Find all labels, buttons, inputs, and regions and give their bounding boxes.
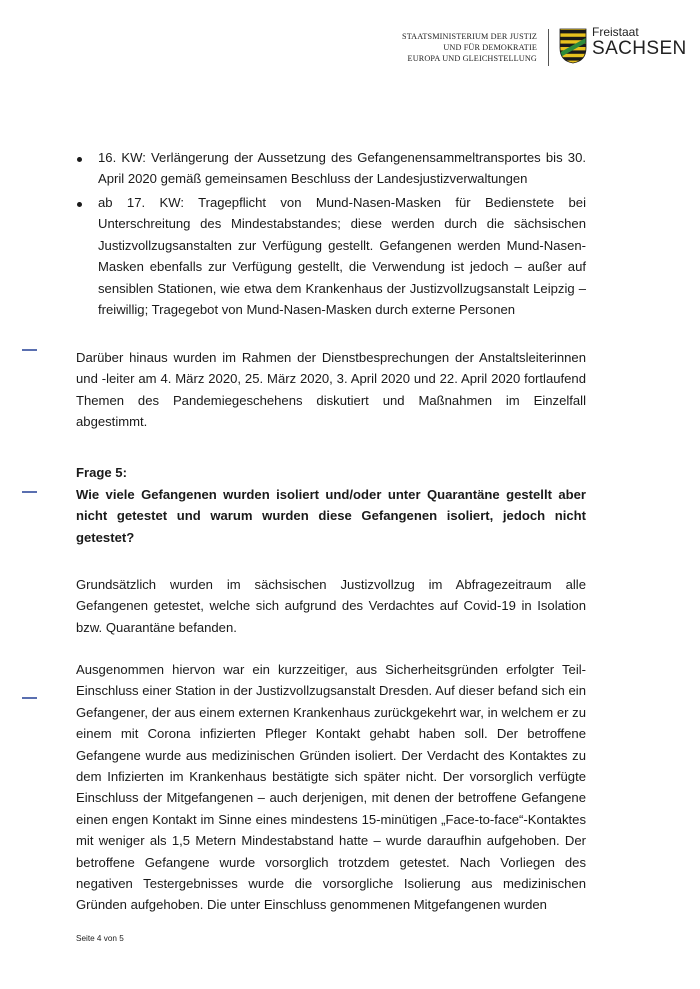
ministry-line: STAATSMINISTERIUM DER JUSTIZ [401,32,537,41]
coat-of-arms-icon [559,28,587,64]
bullet-dot [77,202,82,207]
header-divider [548,29,549,66]
ministry-line: EUROPA UND GLEICHSTELLUNG [407,54,537,64]
state-logo-text [592,26,687,59]
paragraph: Grundsätzlich wurden im sächsischen Justizvollzug im Abfragezeitraum alle Gefangenen getestet, welche sich aufgrund des Verdachtes auf Covid-19 in Isolation bzw. Quarantäne befanden. [76,577,586,635]
margin-mark [22,697,37,699]
margin-mark [22,349,37,351]
ministry-name [402,31,537,65]
page-number: Seite 4 von 5 [76,934,124,943]
margin-mark [22,491,37,493]
paragraph: Ausgenommen hiervon war ein kurzzeitiger, aus Sicherheitsgründen erfolgter Teil-Einschluss einer Station in der Justizvollzugsanstalt Dresden. Auf dieser befand sich ein Gefangener, der aus einem externen Krankenhaus zurückgekehrt war, in welchem er zu einem mit Corona infizierten Pfleger Kontakt gehabt haben soll. Der betroffene Gefangene wurde aus medizinischen Gründen isoliert. Der Verdacht des Kontaktes zu dem Infizierten im Krankenhaus bestätigte sich später nicht. Der vorsorglich verfügte Einschluss der Mitgefangenen – auch derjenigen, mit denen der betroffene Gefangene einen engen Kontakt im Sinne eines mindestens 15-minütigen „Face-to-face“-Kontaktes mit weniger als 1,5 Metern Mindestabstand hatte – wurde daraufhin aufgehoben. Der betroffene Gefangene wurde vorsorglich trotzdem getestet. Nach Vorliegen des negativen Testergebnisses wurde die vorsorgliche Isolierung aus medizinischen Gründen aufgehoben. Die unter Einschluss genommenen Mitgefangenen wurden [76,662,586,913]
paragraph: Darüber hinaus wurden im Rahmen der Dienstbesprechungen der Anstaltsleiterinnen und -leiter am 4. März 2020, 25. März 2020, 3. April 2020 und 22. April 2020 fortlaufend Themen des Pandemiegeschehens diskutiert und Maßnahmen im Einzelfall abgestimmt. [76,350,586,430]
question-label: Frage 5: [76,465,127,480]
ministry-line: UND FÜR DEMOKRATIE [443,43,537,53]
question-text: Wie viele Gefangenen wurden isoliert und/oder unter Quarantäne gestellt aber nicht getestet und warum wurden diese Gefangenen isoliert, jedoch nicht getestet? [76,487,586,545]
bullet-item: 16. KW: Verlängerung der Aussetzung des Gefangenensammeltransportes bis 30. April 2020 gemäß gemeinsamen Beschluss der Landesjustizverwaltungen [98,150,586,187]
bullet-item: ab 17. KW: Tragepflicht von Mund-Nasen-Masken für Bedienstete bei Unterschreitung des Mindestabstandes; diese werden durch die sächsischen Justizvollzugsanstalten zur Verfügung gestellt. Gefangenen werden Mund-Nasen-Masken ebenfalls zur Verfügung gestellt, die Verwendung ist jedoch – außer auf sensiblen Stationen, wie etwa dem Krankenhaus der Justizvollzugsanstalt Leipzig – freiwillig; Tragegebot von Mund-Nasen-Masken durch externe Personen [98,195,586,318]
bullet-dot [77,157,82,162]
state-label-small: Freistaat [592,25,639,39]
state-label-big: SACHSEN [592,38,687,59]
